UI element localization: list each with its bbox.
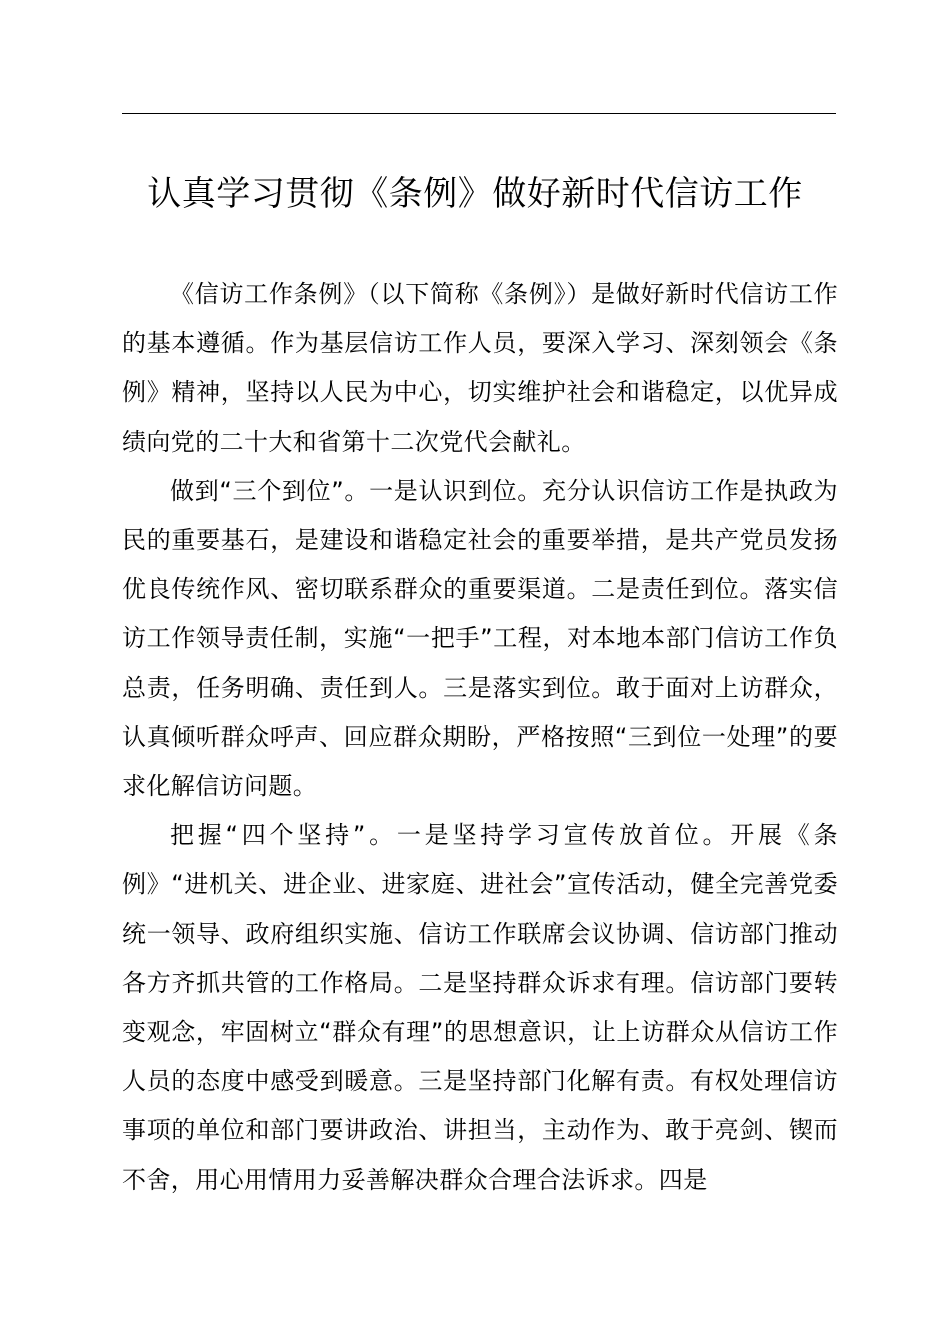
paragraph-intro: 《信访工作条例》（以下简称《条例》）是做好新时代信访工作的基本遵循。作为基层信访工作人员，要深入学习、深刻领会《条例》精神，坚持以人民为中心，切实维护社会和谐稳定，以优异成绩向党的二十大和省第十二次党代会献礼。 xyxy=(122,280,838,456)
header-rule xyxy=(122,113,836,114)
document-body xyxy=(122,270,838,1205)
document-title: 认真学习贯彻《条例》做好新时代信访工作 xyxy=(147,174,803,214)
paragraph-three-in-place: 做到“三个到位”。一是认识到位。充分认识信访工作是执政为民的重要基石，是建设和谐稳定社会的重要举措，是共产党员发扬优良传统作风、密切联系群众的重要渠道。二是责任到位。落实信访工作领导责任制，实施“一把手”工程，对本地本部门信访工作负总责，任务明确、责任到人。三是落实到位。敢于面对上访群众，认真倾听群众呼声、回应群众期盼，严格按照“三到位一处理”的要求化解信访问题。 xyxy=(122,476,838,801)
paragraph-four-adherences: 把握“四个坚持”。一是坚持学习宣传放首位。开展《条例》“进机关、进企业、进家庭、进社会”宣传活动，健全完善党委统一领导、政府组织实施、信访工作联席会议协调、信访部门推动各方齐抓共管的工作格局。二是坚持群众诉求有理。信访部门要转变观念，牢固树立“群众有理”的思想意识，让上访群众从信访工作人员的态度中感受到暖意。三是坚持部门化解有责。有权处理信访事项的单位和部门要讲政治、讲担当，主动作为、敢于亮剑、锲而不舍，用心用情用力妥善解决群众合理合法诉求。四是 xyxy=(122,821,838,1194)
